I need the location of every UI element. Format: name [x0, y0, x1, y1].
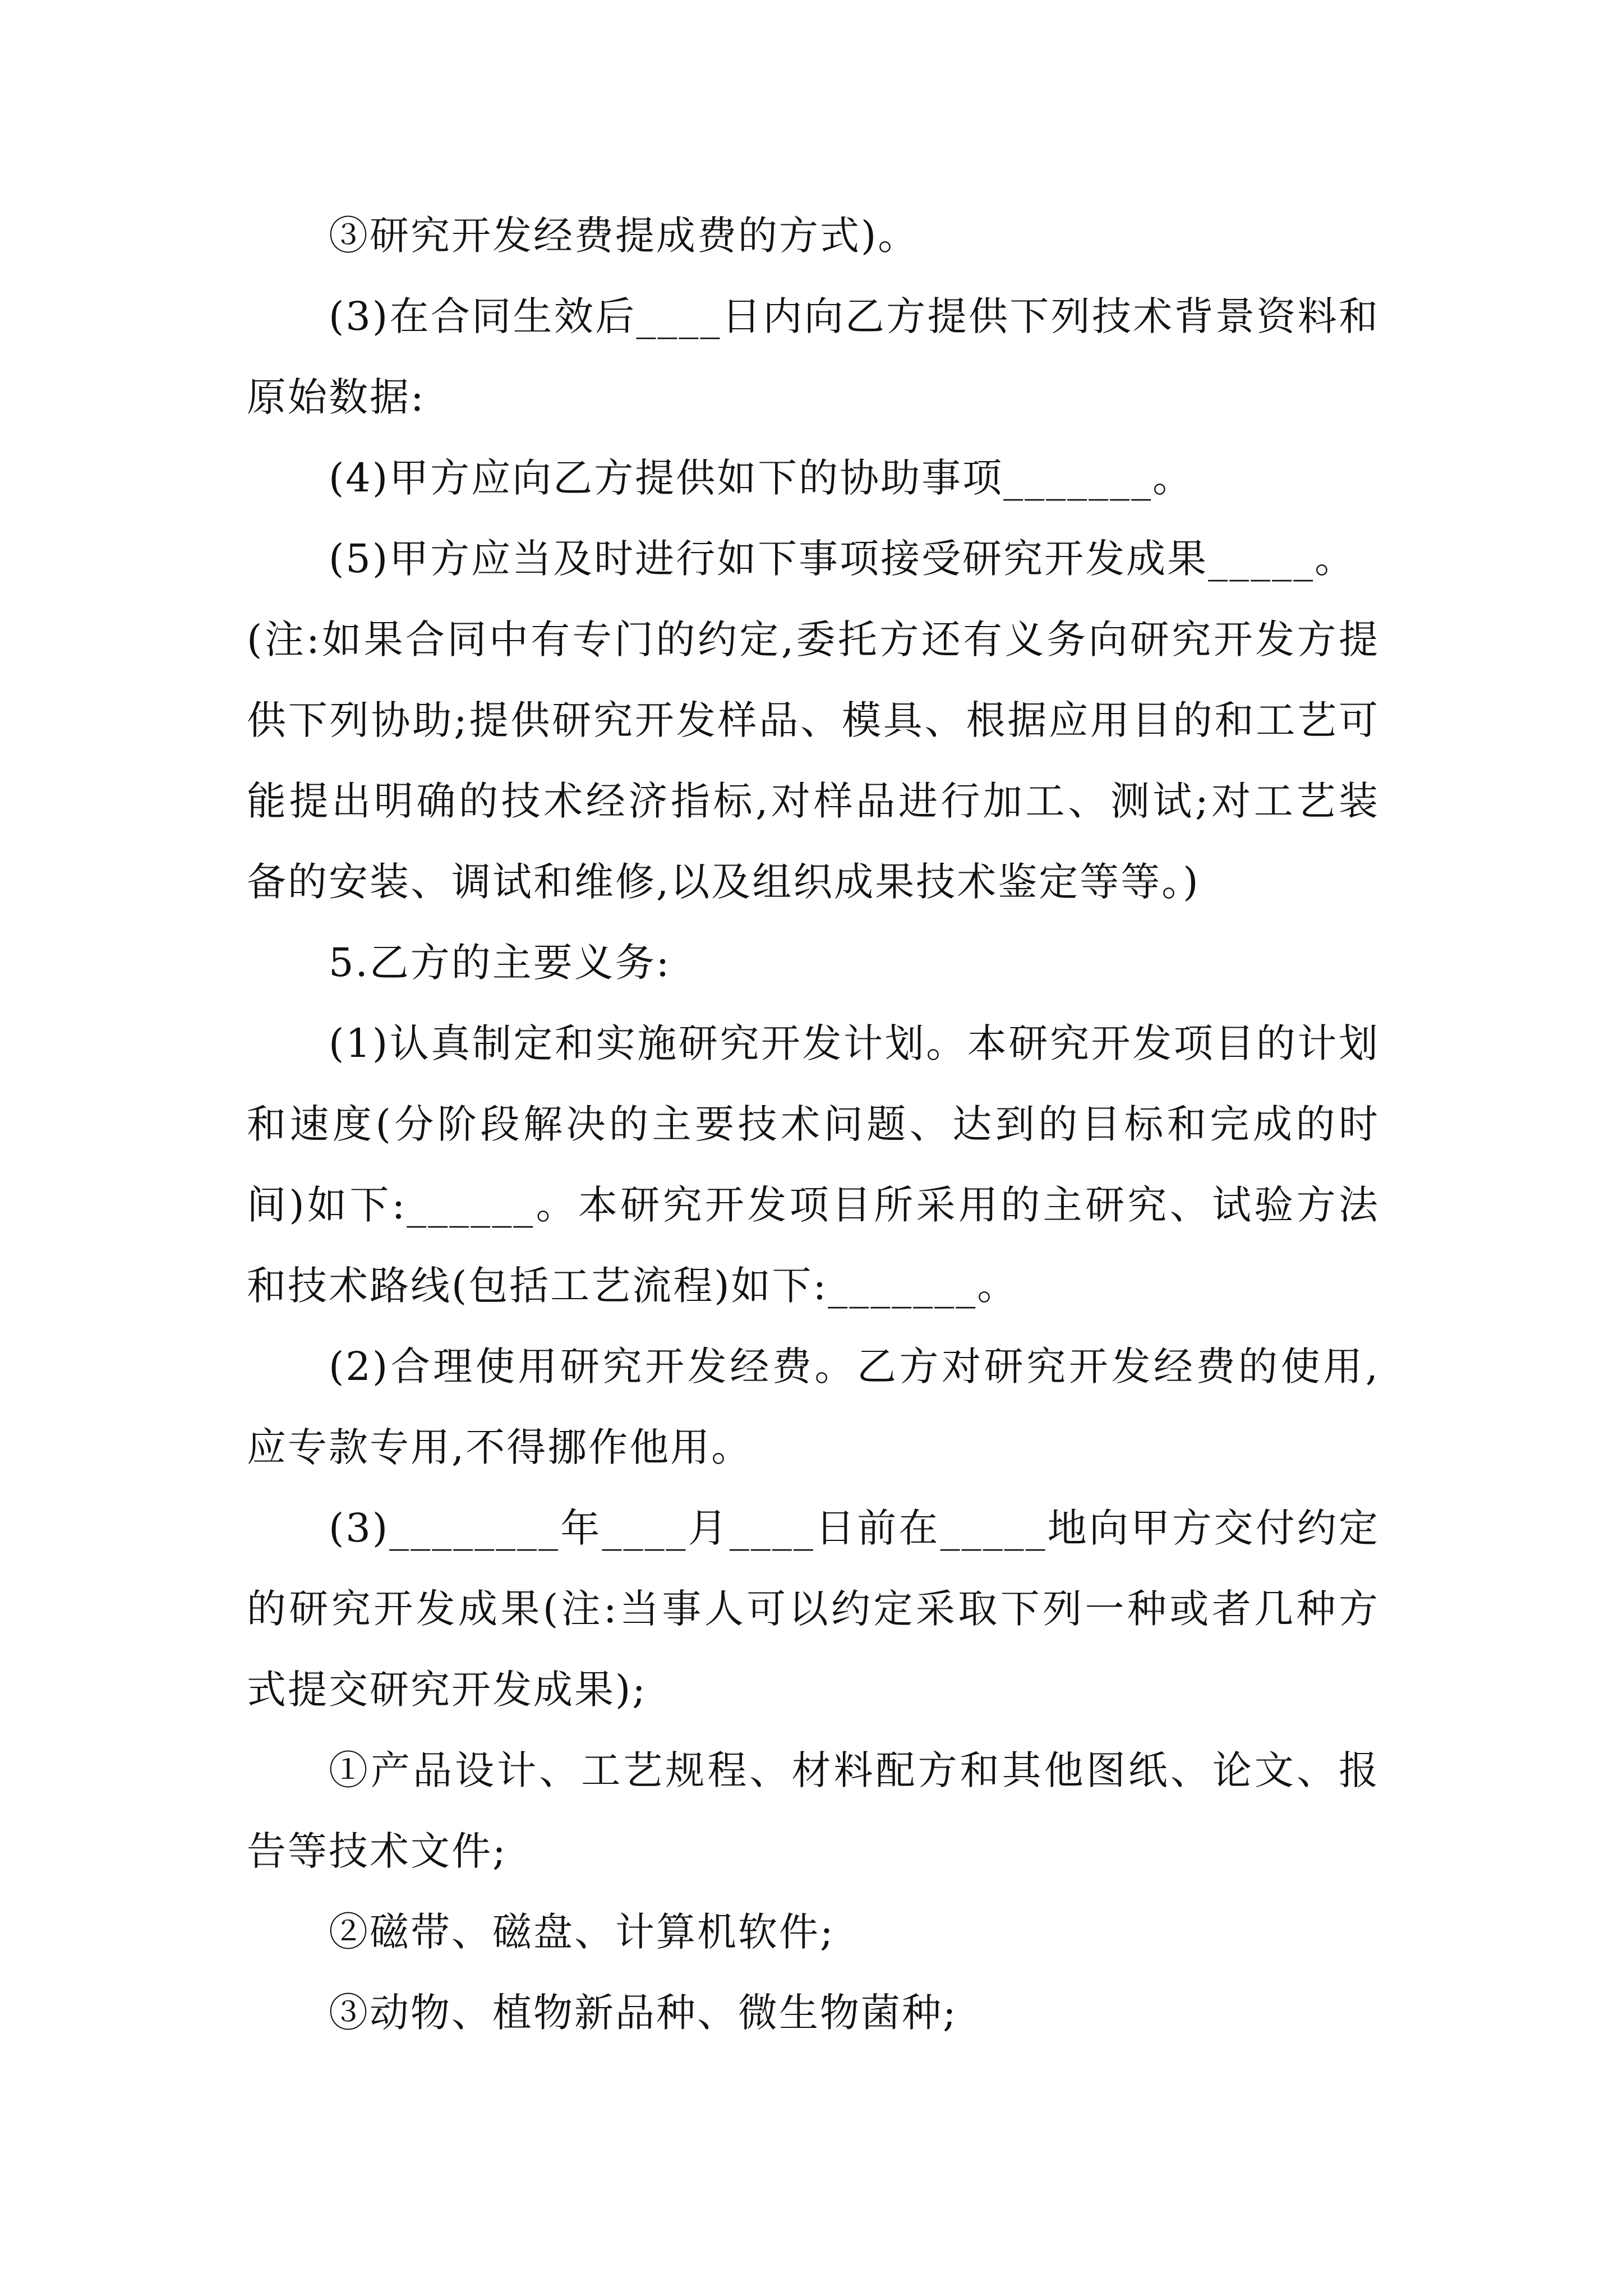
document-body — [247, 195, 1380, 2053]
paragraph-funding-method: ③研究开发经费提成费的方式)。 — [329, 213, 919, 259]
heading-party-b-obligations: 5.乙方的主要义务: — [329, 940, 671, 986]
paragraph-use-of-funds: (2)合理使用研究开发经费。乙方对研究开发经费的使用,应专款专用,不得挪作他用。 — [247, 1343, 1380, 1470]
list-item-software-media: ②磁带、磁盘、计算机软件; — [329, 1909, 835, 1955]
list-item-technical-documents: ①产品设计、工艺规程、材料配方和其他图纸、论文、报告等技术文件; — [247, 1747, 1380, 1874]
paragraph-accept-results: (5)甲方应当及时进行如下事项接受研究开发成果_____。 — [329, 536, 1356, 582]
paragraph-background-data: (3)在合同生效后____日内向乙方提供下列技术背景资料和原始数据: — [247, 293, 1380, 420]
list-item-new-varieties: ③动物、植物新品种、微生物菌种; — [329, 1990, 958, 2036]
paragraph-assistance: (4)甲方应向乙方提供如下的协助事项_______。 — [329, 455, 1194, 501]
paragraph-delivery: (3)________年____月____日前在_____地向甲方交付约定的研究开发成果(注:当事人可以约定采取下列一种或者几种方式提交研究开发成果); — [247, 1505, 1380, 1713]
paragraph-research-plan: (1)认真制定和实施研究开发计划。本研究开发项目的计划和速度(分阶段解决的主要技术问题、达到的目标和完成的时间)如下:______。本研究开发项目所采用的主研究、试验方法和技术路线(包括工艺流程)如下:_______。 — [247, 1020, 1380, 1309]
paragraph-note-assistance: (注:如果合同中有专门的约定,委托方还有义务向研究开发方提供下列协助;提供研究开发样品、模具、根据应用目的和工艺可能提出明确的技术经济指标,对样品进行加工、测试;对工艺装备的安装、调试和维修,以及组织成果技术鉴定等等。) — [247, 616, 1380, 905]
